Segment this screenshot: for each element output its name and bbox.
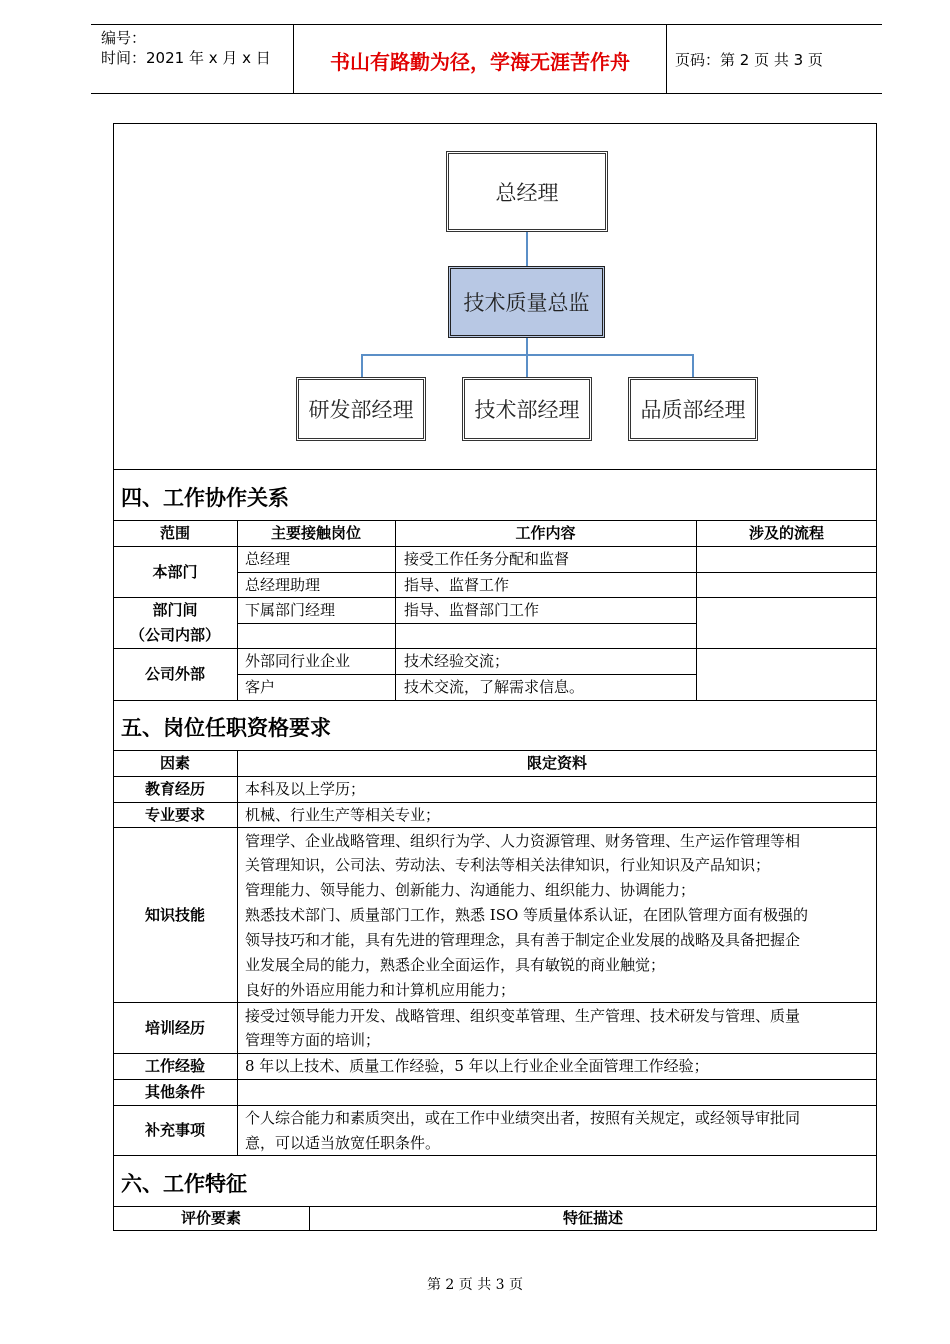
- page-number-label: 页码：第 2 页 共 3 页: [675, 51, 823, 69]
- column-header: 主要接触岗位: [270, 524, 361, 542]
- header-bottom-rule: [91, 93, 882, 94]
- scope-cell: 公司外部: [144, 665, 205, 683]
- org-node-tech-quality-director: 技术质量总监: [448, 266, 605, 338]
- column-header: 限定资料: [526, 754, 587, 772]
- section-title: 四、工作协作关系: [121, 485, 289, 510]
- org-node-rd-manager: 研发部经理: [296, 377, 426, 441]
- contact-position: 总经理助理: [245, 576, 321, 594]
- requirement-text: 本科及以上学历；: [245, 780, 366, 798]
- column-header: 工作内容: [515, 524, 576, 542]
- org-connector: [361, 354, 363, 378]
- contact-position: 总经理: [245, 550, 291, 568]
- header-top-rule: [91, 24, 882, 25]
- contact-position: 外部同行业企业: [245, 652, 351, 670]
- factor-label: 其他条件: [144, 1083, 205, 1101]
- org-connector: [526, 354, 528, 378]
- header-motto: 书山有路勤为径，学海无涯苦作舟: [330, 50, 630, 74]
- column-header: 因素: [159, 754, 190, 772]
- requirement-text: 业发展全局的能力，熟悉企业全面运作，具有敏锐的商业触觉；: [245, 956, 666, 974]
- requirement-text: 领导技巧和才能，具有先进的管理理念，具有善于制定企业发展的战略及具备把握企: [245, 931, 801, 949]
- factor-label: 专业要求: [144, 805, 205, 824]
- column-header: 范围: [159, 524, 190, 542]
- work-content: 指导、监督工作: [404, 576, 510, 594]
- requirement-text: 接受过领导能力开发、战略管理、组织变革管理、生产管理、技术研发与管理、质量: [245, 1007, 801, 1025]
- doc-number-label: 编号：: [101, 29, 147, 47]
- section-title: 五、岗位任职资格要求: [121, 715, 331, 740]
- scope-cell: 部门间: [152, 601, 198, 619]
- page-footer: 第 2 页 共 3 页: [426, 1277, 524, 1293]
- column-header: 评价要素: [180, 1209, 241, 1227]
- requirement-text: 关管理知识，公司法、劳动法、专利法等相关法律知识，行业知识及产品知识；: [245, 856, 771, 874]
- requirement-text: 8 年以上技术、质量工作经验，5 年以上行业企业全面管理工作经验；: [245, 1057, 709, 1075]
- org-node-quality-manager: 品质部经理: [628, 377, 758, 441]
- column-header: 涉及的流程: [748, 524, 824, 542]
- org-connector: [692, 354, 694, 378]
- org-connector: [526, 232, 528, 266]
- work-content: 技术交流，了解需求信息。: [404, 678, 585, 696]
- factor-label: 培训经历: [144, 1018, 205, 1037]
- org-node-tech-manager: 技术部经理: [462, 377, 592, 441]
- doc-time-label: 时间：2021 年 x 月 x 日: [101, 49, 271, 67]
- col-rule: [395, 520, 396, 700]
- work-content: 接受工作任务分配和监督: [404, 550, 570, 568]
- factor-label: 知识技能: [144, 905, 205, 924]
- requirement-text: 熟悉技术部门、质量部门工作，熟悉 ISO 等质量体系认证，在团队管理方面有极强的: [245, 906, 809, 924]
- requirement-text: 个人综合能力和素质突出，或在工作中业绩突出者，按照有关规定，或经领导审批同: [245, 1109, 801, 1127]
- scope-cell: 本部门: [152, 562, 198, 581]
- requirement-text: 管理能力、领导能力、创新能力、沟通能力、组织能力、协调能力；: [245, 881, 696, 899]
- col-rule: [237, 520, 238, 700]
- row-rule: [113, 469, 877, 470]
- org-node-general-manager: 总经理: [446, 151, 608, 232]
- header-divider: [666, 24, 667, 94]
- row-rule: [113, 1155, 877, 1156]
- col-rule: [237, 750, 238, 1155]
- requirement-text: 管理等方面的培训；: [245, 1031, 381, 1049]
- org-connector: [526, 338, 528, 355]
- scope-cell: （公司内部）: [129, 626, 220, 644]
- work-content: 技术经验交流；: [404, 652, 510, 670]
- section-title: 六、工作特征: [121, 1171, 247, 1196]
- requirement-text: 意，可以适当放宽任职条件。: [245, 1134, 441, 1152]
- row-rule: [237, 623, 696, 624]
- column-header: 特征描述: [562, 1209, 623, 1227]
- requirement-text: 机械、行业生产等相关专业；: [245, 806, 441, 824]
- requirement-text: 良好的外语应用能力和计算机应用能力；: [245, 981, 516, 999]
- row-rule: [113, 700, 877, 701]
- work-content: 指导、监督部门工作: [404, 601, 540, 619]
- factor-label: 补充事项: [144, 1121, 205, 1139]
- contact-position: 下属部门经理: [245, 601, 336, 619]
- requirement-text: 管理学、企业战略管理、组织行为学、人力资源管理、财务管理、生产运作管理等相: [245, 832, 801, 850]
- row-rule: [237, 572, 877, 573]
- contact-position: 客户: [245, 678, 276, 696]
- factor-label: 工作经验: [144, 1057, 205, 1075]
- col-rule: [696, 520, 697, 700]
- factor-label: 教育经历: [144, 780, 205, 798]
